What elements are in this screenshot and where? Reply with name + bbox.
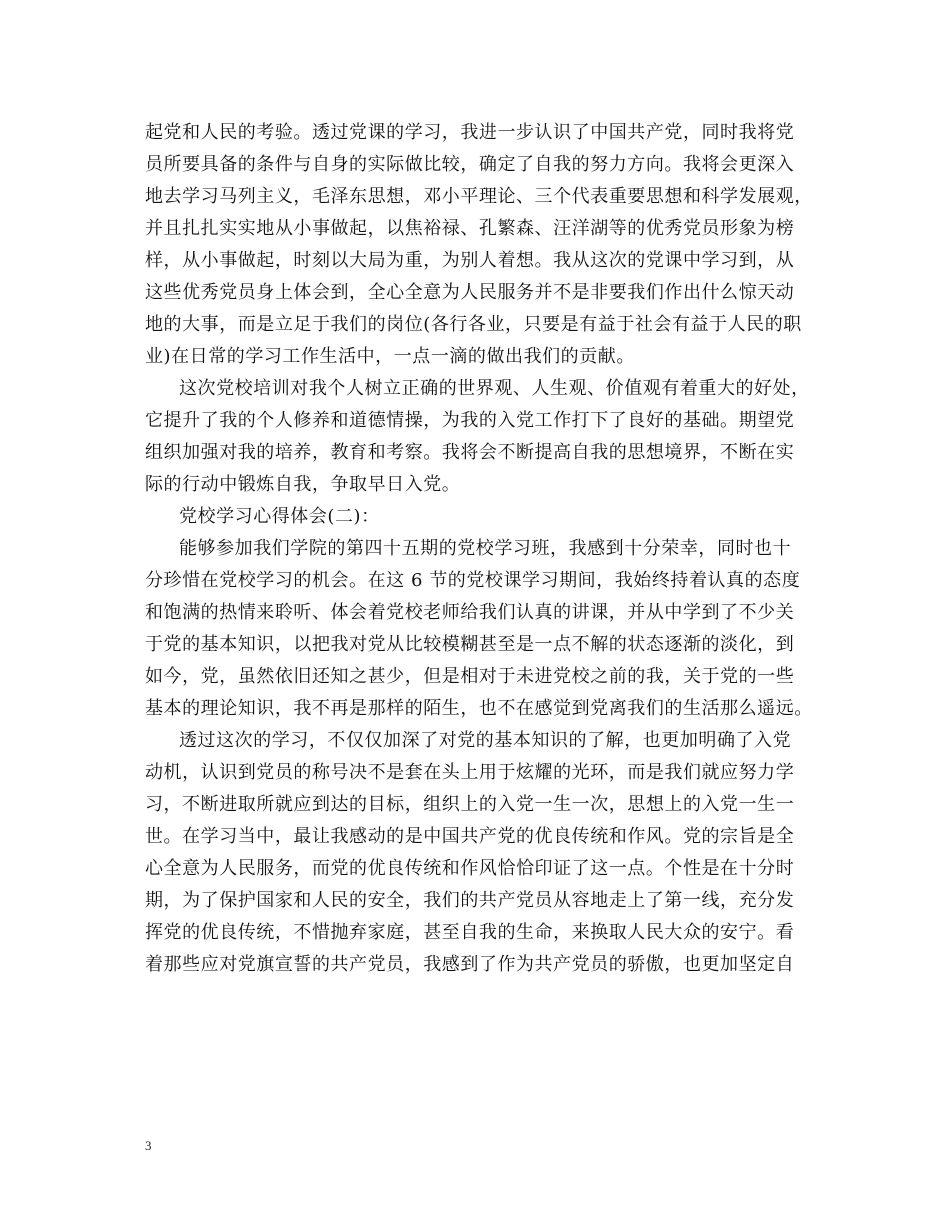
text-line: 如今，党，虽然依旧还知之甚少，但是相对于未进党校之前的我，关于党的一些	[145, 666, 795, 687]
text-line: 起党和人民的考验。透过党课的学习，我进一步认识了中国共产党，同时我将党	[145, 122, 795, 143]
paragraph-start-line: 党校学习心得体会(二)：	[179, 506, 380, 527]
paragraph-start-line: 这次党校培训对我个人树立正确的世界观、人生观、价值观有着重大的好处，	[179, 378, 810, 399]
text-line: 基本的理论知识，我不再是那样的陌生，也不在感觉到党离我们的生活那么遥远。	[145, 698, 813, 719]
paragraph-start-line: 透过这次的学习，不仅仅加深了对党的基本知识的了解，也更加明确了入党	[179, 730, 792, 751]
text-line: 动机，认识到党员的称号决不是套在头上用于炫耀的光环，而是我们就应努力学	[145, 762, 795, 783]
text-line: 样，从小事做起，时刻以大局为重，为别人着想。我从这次的党课中学习到，从	[145, 250, 795, 271]
text-line: 世。在学习当中，最让我感动的是中国共产党的优良传统和作风。党的宗旨是全	[145, 826, 795, 847]
text-line: 这些优秀党员身上体会到，全心全意为人民服务并不是非要我们作出什么惊天动	[145, 282, 795, 303]
text-line: 着那些应对党旗宣誓的共产党员，我感到了作为共产党员的骄傲，也更加坚定自	[145, 954, 795, 975]
text-line: 地去学习马列主义，毛泽东思想，邓小平理论、三个代表重要思想和科学发展观，	[145, 186, 813, 207]
text-line: 员所要具备的条件与自身的实际做比较，确定了自我的努力方向。我将会更深入	[145, 154, 795, 175]
text-line: 业)在日常的学习工作生活中，一点一滴的做出我们的贡献。	[145, 346, 635, 367]
text-line: 于党的基本知识，以把我对党从比较模糊甚至是一点不解的状态逐渐的淡化，到	[145, 634, 795, 655]
text-line: 分珍惜在党校学习的机会。在这 6 节的党校课学习期间，我始终持着认真的态度	[145, 570, 801, 591]
page-number: 3	[145, 1138, 152, 1153]
text-line: 挥党的优良传统，不惜抛弃家庭，甚至自我的生命，来换取人民大众的安宁。看	[145, 922, 795, 943]
text-line: 心全意为人民服务，而党的优良传统和作风恰恰印证了这一点。个性是在十分时	[145, 858, 795, 879]
text-line: 组织加强对我的培养，教育和考察。我将会不断提高自我的思想境界，不断在实	[145, 442, 795, 463]
text-line: 和饱满的热情来聆听、体会着党校老师给我们认真的讲课，并从中学到了不少关	[145, 602, 795, 623]
text-line: 际的行动中锻炼自我，争取早日入党。	[145, 474, 461, 495]
text-line: 期，为了保护国家和人民的安全，我们的共产党员从容地走上了第一线，充分发	[145, 890, 795, 911]
text-line: 地的大事，而是立足于我们的岗位(各行各业，只要是有益于社会有益于人民的职	[145, 314, 802, 335]
paragraph-start-line: 能够参加我们学院的第四十五期的党校学习班，我感到十分荣幸，同时也十	[179, 538, 792, 559]
document-body	[145, 117, 813, 981]
text-line: 它提升了我的个人修养和道德情操，为我的入党工作打下了良好的基础。期望党	[145, 410, 795, 431]
text-line: 并且扎扎实实地从小事做起，以焦裕禄、孔繁森、汪洋湖等的优秀党员形象为榜	[145, 218, 795, 239]
text-line: 习，不断进取所就应到达的目标，组织上的入党一生一次，思想上的入党一生一	[145, 794, 795, 815]
